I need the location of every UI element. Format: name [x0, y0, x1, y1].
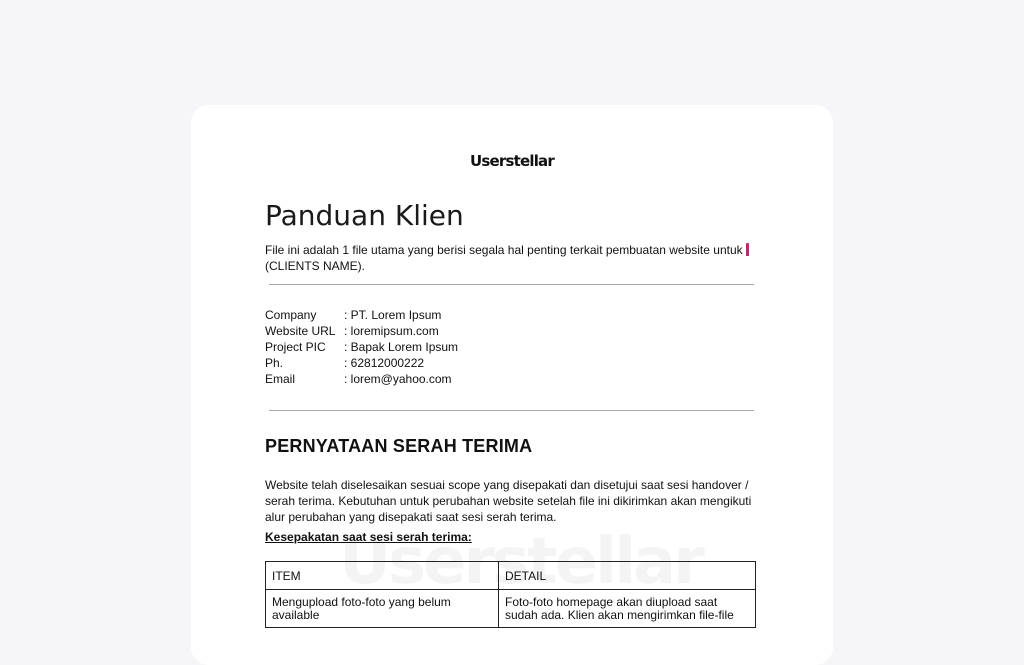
info-value: : lorem@yahoo.com: [344, 372, 452, 386]
divider: [269, 284, 754, 285]
info-row-phone: [265, 355, 458, 371]
table-cell-detail: Foto-foto homepage akan diupload saat sudah ada. Klien akan mengirimkan file-file: [499, 590, 756, 628]
info-label: Email: [265, 372, 296, 386]
info-label: Company: [265, 308, 317, 322]
table-header-row: [266, 562, 756, 590]
table-row: [266, 590, 756, 628]
info-label: Project PIC: [265, 340, 326, 354]
text-cursor: [746, 243, 749, 256]
info-label: Website URL: [265, 324, 336, 338]
table-header-item: ITEM: [266, 562, 499, 590]
sub-heading: Kesepakatan saat sesi serah terima:: [265, 530, 472, 544]
info-label: Ph.: [265, 356, 284, 370]
info-row-email: [265, 371, 458, 387]
brand-logo: Userstellar: [470, 152, 554, 170]
info-row-website-url: [265, 323, 458, 339]
intro-paragraph[interactable]: [265, 242, 755, 274]
section-body: Website telah diselesaikan sesuai scope yang disepakati dan disetujui saat sesi handover / serah terima. Kebutuhan untuk perubahan website setelah file ini dikirimkan akan mengikuti alur perubahan yang disepakati saat sesi serah terima.: [265, 478, 752, 524]
intro-text: File ini adalah 1 file utama yang berisi segala hal penting terkait pembuatan website untuk: [265, 243, 743, 257]
info-value: : 62812000222: [344, 356, 425, 370]
info-row-project-pic: [265, 339, 458, 355]
document-page: [191, 105, 833, 665]
handover-table: [265, 561, 756, 628]
table-header-detail: DETAIL: [499, 562, 756, 590]
document-title: Panduan Klien: [265, 199, 464, 232]
info-value: : Bapak Lorem Ipsum: [344, 340, 459, 354]
info-row-company: [265, 307, 458, 323]
client-info: [265, 307, 458, 387]
info-value: : loremipsum.com: [344, 324, 439, 338]
section-title: PERNYATAAN SERAH TERIMA: [265, 436, 533, 456]
info-value: : PT. Lorem Ipsum: [344, 308, 442, 322]
divider: [269, 410, 754, 411]
table-cell-item: Mengupload foto-foto yang belum available: [266, 590, 499, 628]
intro-text-rest: (CLIENTS NAME).: [265, 259, 366, 273]
